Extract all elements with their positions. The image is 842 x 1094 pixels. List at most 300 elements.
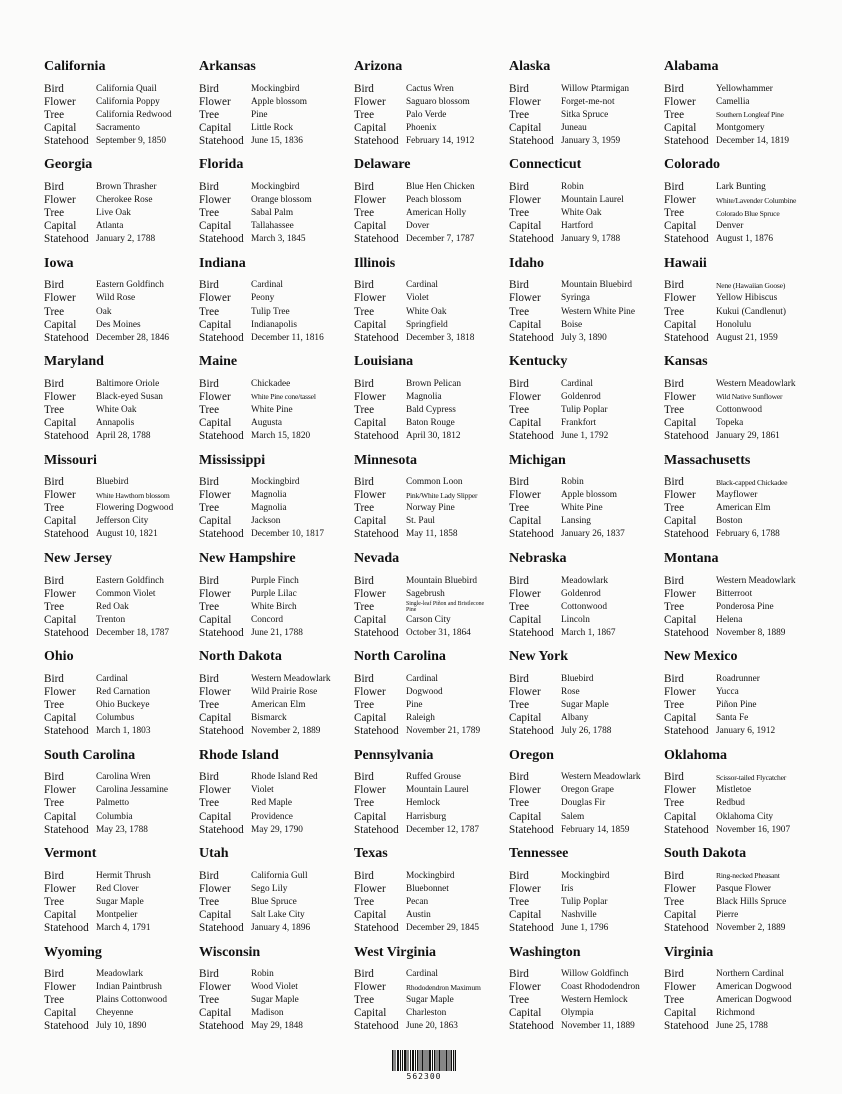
flower-row [44, 784, 199, 797]
capital-row [509, 613, 664, 626]
tree-row [354, 994, 509, 1007]
capital-value: Boise [561, 319, 583, 330]
capital-value: Montgomery [716, 122, 765, 133]
flower-row [44, 95, 199, 108]
flower-value: Bluebonnet [406, 883, 449, 894]
tree-value: Red Oak [96, 601, 129, 612]
statehood-label: Statehood [354, 528, 399, 541]
flower-value: Yucca [716, 686, 739, 697]
bird-row [199, 771, 354, 784]
flower-value: Red Clover [96, 883, 139, 894]
tree-value: Sitka Spruce [561, 109, 609, 120]
capital-label: Capital [354, 908, 387, 921]
capital-row [509, 1007, 664, 1020]
state-name: Pennsylvania [354, 747, 434, 763]
statehood-value: June 25, 1788 [716, 1021, 768, 1032]
flower-label: Flower [509, 685, 541, 698]
statehood-value: November 8, 1889 [716, 627, 786, 638]
capital-value: Olympia [561, 1008, 594, 1019]
state-name: Rhode Island [199, 747, 279, 763]
state-name: Nebraska [509, 550, 567, 566]
capital-label: Capital [199, 1007, 232, 1020]
state-name: Wyoming [44, 944, 102, 960]
flower-row [44, 193, 199, 206]
flower-value: Wild Prairie Rose [251, 686, 318, 697]
statehood-row [509, 1020, 664, 1033]
flower-row [199, 489, 354, 502]
tree-value: White Oak [96, 404, 137, 415]
bird-label: Bird [664, 82, 684, 95]
bird-row [354, 82, 509, 95]
flower-label: Flower [44, 292, 76, 305]
capital-value: Dover [406, 221, 430, 232]
statehood-value: August 10, 1821 [96, 529, 158, 540]
flower-value: Rose [561, 686, 580, 697]
tree-row [199, 994, 354, 1007]
statehood-label: Statehood [199, 823, 244, 836]
bird-value: Western Meadowlark [561, 772, 641, 783]
state-name: Oklahoma [664, 747, 728, 763]
state-card [509, 845, 664, 943]
statehood-value: January 29, 1861 [716, 431, 780, 442]
statehood-label: Statehood [354, 922, 399, 935]
tree-label: Tree [354, 600, 375, 613]
state-card [509, 156, 664, 254]
state-name: Missouri [44, 452, 97, 468]
bird-row [199, 82, 354, 95]
bird-label: Bird [199, 180, 219, 193]
statehood-label: Statehood [664, 430, 709, 443]
state-card [509, 747, 664, 845]
capital-label: Capital [44, 318, 77, 331]
capital-row [354, 613, 509, 626]
state-name: Vermont [44, 846, 97, 862]
state-card [199, 156, 354, 254]
tree-label: Tree [509, 600, 530, 613]
capital-row [199, 416, 354, 429]
tree-value: Palo Verde [406, 109, 447, 120]
capital-label: Capital [199, 613, 232, 626]
bird-label: Bird [199, 771, 219, 784]
tree-value: American Dogwood [716, 995, 792, 1006]
state-card [199, 58, 354, 156]
flower-label: Flower [664, 95, 696, 108]
tree-label: Tree [44, 502, 65, 515]
flower-row [354, 981, 509, 994]
statehood-label: Statehood [44, 725, 89, 738]
tree-value: Pecan [406, 896, 429, 907]
flower-value: White Hawthorn blossom [96, 490, 170, 500]
flower-row [44, 390, 199, 403]
state-name: New Jersey [44, 550, 113, 566]
statehood-value: December 7, 1787 [406, 234, 475, 245]
bird-label: Bird [664, 377, 684, 390]
flower-row [44, 587, 199, 600]
bird-label: Bird [354, 377, 374, 390]
state-name: South Carolina [44, 747, 136, 763]
tree-value: Sugar Maple [96, 896, 144, 907]
statehood-label: Statehood [509, 430, 554, 443]
state-facts-grid [44, 58, 819, 1042]
tree-label: Tree [199, 305, 220, 318]
tree-row [44, 502, 199, 515]
statehood-label: Statehood [199, 626, 244, 639]
bird-row [664, 180, 819, 193]
flower-row [509, 882, 664, 895]
flower-row [199, 882, 354, 895]
state-name: Louisiana [354, 354, 414, 370]
statehood-label: Statehood [664, 626, 709, 639]
capital-row [44, 121, 199, 134]
statehood-label: Statehood [199, 922, 244, 935]
tree-row [354, 305, 509, 318]
state-card [44, 156, 199, 254]
flower-label: Flower [354, 95, 386, 108]
state-name: Oregon [509, 747, 554, 763]
state-card [664, 944, 819, 1042]
bird-label: Bird [199, 377, 219, 390]
flower-value: Dogwood [406, 686, 443, 697]
capital-value: Concord [251, 614, 284, 625]
tree-label: Tree [664, 797, 685, 810]
statehood-row [664, 134, 819, 147]
bird-row [44, 180, 199, 193]
capital-label: Capital [199, 810, 232, 823]
flower-value: Common Violet [96, 588, 156, 599]
bird-value: Rhode Island Red [251, 772, 318, 783]
bird-value: Robin [251, 969, 274, 980]
flower-label: Flower [199, 882, 231, 895]
flower-value: Oregon Grape [561, 785, 614, 796]
bird-value: Western Meadowlark [251, 673, 331, 684]
capital-value: Denver [716, 221, 744, 232]
state-card [664, 648, 819, 746]
capital-label: Capital [354, 515, 387, 528]
tree-label: Tree [664, 403, 685, 416]
tree-value: Colorado Blue Spruce [716, 208, 780, 218]
state-name: Virginia [664, 944, 714, 960]
statehood-row [509, 331, 664, 344]
tree-value: White Oak [561, 208, 602, 219]
state-name: Utah [199, 846, 229, 862]
tree-row [664, 207, 819, 220]
flower-value: Wild Rose [96, 293, 136, 304]
tree-label: Tree [664, 108, 685, 121]
capital-value: Springfield [406, 319, 448, 330]
tree-value: Cottonwood [561, 601, 607, 612]
capital-label: Capital [664, 417, 697, 429]
state-card [664, 156, 819, 254]
tree-label: Tree [664, 502, 685, 515]
bird-value: Northern Cardinal [716, 969, 784, 980]
capital-row [354, 712, 509, 725]
bird-row [199, 574, 354, 587]
capital-value: Tallahassee [251, 221, 294, 232]
bird-value: Purple Finch [251, 575, 299, 586]
flower-label: Flower [44, 390, 76, 403]
flower-value: White/Lavender Columbine [716, 195, 797, 205]
tree-label: Tree [199, 502, 220, 515]
capital-label: Capital [44, 121, 77, 134]
statehood-value: November 2, 1889 [251, 726, 321, 737]
flower-row [199, 95, 354, 108]
flower-value: Peach blossom [406, 195, 462, 206]
tree-row [509, 994, 664, 1007]
flower-value: Goldenrod [561, 588, 601, 599]
flower-value: Wild Native Sunflower [716, 392, 783, 402]
tree-row [199, 600, 354, 613]
bird-label: Bird [44, 180, 64, 193]
statehood-value: December 28, 1846 [96, 332, 170, 343]
capital-label: Capital [509, 121, 542, 134]
statehood-label: Statehood [664, 922, 709, 935]
bird-row [354, 869, 509, 882]
tree-row [44, 699, 199, 712]
statehood-value: January 6, 1912 [716, 726, 776, 737]
flower-label: Flower [44, 685, 76, 698]
tree-label: Tree [44, 895, 65, 908]
tree-label: Tree [509, 207, 530, 220]
bird-row [199, 672, 354, 685]
flower-label: Flower [664, 981, 696, 994]
flower-row [44, 981, 199, 994]
capital-label: Capital [199, 417, 232, 429]
statehood-value: August 1, 1876 [716, 234, 774, 245]
flower-value: Purple Lilac [251, 588, 297, 599]
statehood-value: March 15, 1820 [251, 431, 311, 442]
statehood-row [509, 922, 664, 935]
statehood-row [354, 922, 509, 935]
statehood-row [664, 1020, 819, 1033]
tree-value: Single-leaf Piñon and Bristlecone Pine [406, 600, 485, 613]
capital-value: Atlanta [96, 221, 124, 232]
capital-label: Capital [199, 220, 232, 233]
capital-label: Capital [509, 712, 542, 725]
state-card [664, 255, 819, 353]
bird-row [44, 869, 199, 882]
tree-label: Tree [509, 502, 530, 515]
state-name: Mississippi [199, 452, 266, 468]
flower-label: Flower [664, 587, 696, 600]
tree-row [509, 895, 664, 908]
bird-row [199, 869, 354, 882]
capital-row [664, 712, 819, 725]
statehood-value: January 4, 1896 [251, 923, 311, 934]
bird-label: Bird [199, 574, 219, 587]
bird-label: Bird [199, 279, 219, 292]
tree-value: Magnolia [251, 503, 287, 514]
bird-row [44, 377, 199, 390]
statehood-label: Statehood [44, 233, 89, 246]
bird-value: Meadowlark [96, 969, 143, 980]
capital-row [199, 515, 354, 528]
flower-label: Flower [199, 685, 231, 698]
tree-row [44, 108, 199, 121]
tree-label: Tree [199, 207, 220, 220]
flower-label: Flower [664, 194, 696, 207]
state-name: Iowa [44, 255, 74, 271]
flower-row [664, 587, 819, 600]
capital-row [509, 416, 664, 429]
state-card [509, 255, 664, 353]
flower-row [354, 95, 509, 108]
bird-label: Bird [354, 771, 374, 784]
bird-label: Bird [199, 968, 219, 981]
state-card [664, 747, 819, 845]
capital-row [44, 908, 199, 921]
statehood-label: Statehood [199, 331, 244, 344]
statehood-row [354, 134, 509, 147]
tree-label: Tree [509, 895, 530, 908]
capital-label: Capital [354, 1007, 387, 1020]
statehood-value: May 23, 1788 [96, 824, 148, 835]
bird-value: Willow Goldfinch [561, 969, 629, 980]
state-card [44, 845, 199, 943]
flower-label: Flower [44, 981, 76, 994]
bird-label: Bird [354, 672, 374, 685]
capital-value: Trenton [96, 614, 126, 625]
flower-row [509, 390, 664, 403]
flower-value: Red Carnation [96, 686, 150, 697]
statehood-label: Statehood [199, 528, 244, 541]
bird-value: Cardinal [96, 673, 129, 684]
capital-row [509, 712, 664, 725]
capital-row [509, 515, 664, 528]
statehood-value: March 1, 1867 [561, 627, 616, 638]
flower-label: Flower [354, 685, 386, 698]
statehood-value: June 1, 1796 [561, 923, 609, 934]
bird-label: Bird [509, 279, 529, 292]
statehood-value: May 29, 1848 [251, 1021, 303, 1032]
flower-row [354, 685, 509, 698]
capital-label: Capital [44, 417, 77, 429]
statehood-row [509, 626, 664, 639]
state-name: Delaware [354, 157, 411, 173]
bird-value: Blue Hen Chicken [406, 181, 475, 192]
bird-value: Black-capped Chickadee [716, 477, 788, 487]
flower-row [354, 193, 509, 206]
tree-value: Cottonwood [716, 404, 762, 415]
flower-value: Saguaro blossom [406, 96, 470, 107]
bird-row [199, 279, 354, 292]
bird-value: Cardinal [406, 969, 439, 980]
statehood-value: November 16, 1907 [716, 824, 791, 835]
capital-value: St. Paul [406, 516, 435, 527]
statehood-value: June 21, 1788 [251, 627, 303, 638]
statehood-label: Statehood [664, 528, 709, 541]
statehood-value: January 3, 1959 [561, 135, 621, 146]
flower-value: Forget-me-not [561, 96, 615, 107]
statehood-label: Statehood [44, 331, 89, 344]
capital-value: Juneau [561, 122, 587, 133]
capital-label: Capital [664, 121, 697, 134]
bird-row [664, 672, 819, 685]
bird-row [44, 279, 199, 292]
state-card [44, 944, 199, 1042]
capital-value: Hartford [561, 221, 594, 232]
state-card [199, 845, 354, 943]
statehood-row [509, 233, 664, 246]
bird-label: Bird [354, 476, 374, 489]
tree-value: Tulip Tree [251, 306, 290, 317]
bird-row [354, 180, 509, 193]
capital-value: Richmond [716, 1008, 755, 1019]
flower-label: Flower [44, 194, 76, 207]
bird-value: Mountain Bluebird [561, 280, 633, 291]
tree-row [354, 403, 509, 416]
tree-row [664, 403, 819, 416]
bird-value: Carolina Wren [96, 772, 151, 783]
flower-value: Mountain Laurel [406, 785, 469, 796]
tree-value: Sugar Maple [406, 995, 454, 1006]
bird-value: Lark Bunting [716, 181, 766, 192]
state-card [199, 648, 354, 746]
capital-label: Capital [664, 908, 697, 921]
state-name: Montana [664, 550, 719, 566]
state-card [44, 452, 199, 550]
capital-row [44, 1007, 199, 1020]
statehood-label: Statehood [44, 134, 89, 147]
statehood-row [664, 922, 819, 935]
bird-label: Bird [509, 574, 529, 587]
tree-label: Tree [354, 108, 375, 121]
bird-label: Bird [664, 672, 684, 685]
state-card [354, 156, 509, 254]
bird-label: Bird [509, 82, 529, 95]
bird-value: Mockingbird [406, 870, 455, 881]
statehood-value: June 15, 1836 [251, 135, 303, 146]
statehood-label: Statehood [199, 430, 244, 443]
state-name: North Dakota [199, 649, 282, 665]
bird-value: Cardinal [406, 280, 439, 291]
capital-value: Topeka [716, 418, 744, 428]
flower-value: Syringa [561, 293, 590, 304]
capital-label: Capital [44, 908, 77, 921]
statehood-row [664, 528, 819, 541]
state-name: Arkansas [199, 59, 256, 74]
bird-row [199, 476, 354, 489]
statehood-value: February 14, 1912 [406, 135, 475, 146]
state-name: Hawaii [664, 255, 707, 271]
capital-label: Capital [199, 121, 232, 134]
flower-value: Goldenrod [561, 391, 601, 402]
flower-value: Violet [406, 293, 429, 304]
statehood-value: January 2, 1788 [96, 234, 156, 245]
tree-row [509, 108, 664, 121]
state-card [44, 550, 199, 648]
flower-value: Pink/White Lady Slipper [406, 490, 478, 500]
state-name: Colorado [664, 157, 720, 173]
bird-label: Bird [354, 82, 374, 95]
tree-value: American Elm [251, 700, 306, 711]
statehood-value: February 6, 1788 [716, 529, 780, 540]
capital-row [354, 810, 509, 823]
bird-row [44, 968, 199, 981]
capital-label: Capital [354, 318, 387, 331]
tree-label: Tree [664, 207, 685, 220]
capital-row [664, 515, 819, 528]
capital-value: Nashville [561, 909, 597, 920]
state-name: Massachusetts [664, 452, 751, 468]
state-name: New York [509, 649, 568, 665]
capital-row [354, 515, 509, 528]
statehood-label: Statehood [44, 1020, 89, 1033]
statehood-label: Statehood [354, 430, 399, 443]
state-card [664, 353, 819, 451]
statehood-row [44, 528, 199, 541]
statehood-row [44, 823, 199, 836]
state-card [44, 353, 199, 451]
